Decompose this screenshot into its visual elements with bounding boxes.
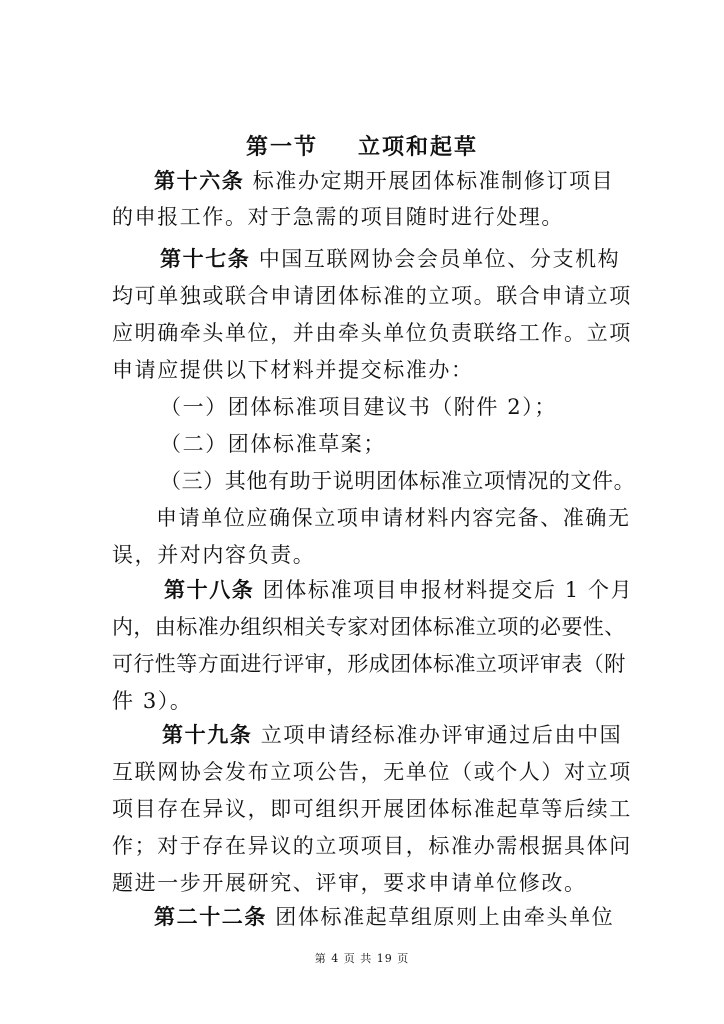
page-footer: 第 4 页 共 19 页 (314, 952, 410, 965)
article-16-line-1 (154, 166, 615, 196)
article-19-line-5: 题进一步开展研究、评审，要求申请单位修改。 (112, 871, 587, 895)
article-17-label: 第十七条 (160, 246, 251, 271)
article-18-line-2: 内，由标准办组织相关专家对团体标准立项的必要性、 (112, 615, 626, 639)
article-19-line-1 (162, 720, 623, 750)
article-20-line-1 (154, 902, 614, 932)
article-19-line-3: 项目存在异议，即可组织开展团体标准起草等后续工 (112, 797, 632, 821)
article-17-item-3: （三）其他有助于说明团体标准立项情况的文件。 (160, 469, 636, 493)
article-19-text: 立项申请经标准办评审通过后由中国 (260, 723, 623, 747)
article-18-line-1 (164, 575, 634, 605)
article-17-note-line-1: 申请单位应确保立项申请材料内容完备、准确无 (156, 506, 631, 530)
article-16-text: 标准办定期开展团体标准制修订项目 (252, 169, 615, 193)
section-number: 第一节 (245, 134, 318, 160)
article-20-text: 团体标准起草组原则上由牵头单位 (275, 905, 615, 929)
article-18-line-3: 可行性等方面进行评审，形成团体标准立项评审表（附 (112, 652, 626, 676)
section-heading: 立项和起草 (358, 134, 479, 160)
article-17-line-2: 均可单独或联合申请团体标准的立项。联合申请立项 (112, 284, 632, 308)
article-19-line-2: 互联网协会发布立项公告，无单位（或个人）对立项 (112, 760, 632, 784)
article-19-line-4: 作；对于存在异议的立项项目，标准办需根据具体问 (112, 834, 632, 858)
article-20-label: 第二十二条 (154, 904, 267, 929)
article-16-line-2: 的申报工作。对于急需的项目随时进行处理。 (112, 205, 564, 229)
article-17-line-4: 申请应提供以下材料并提交标准办： (112, 358, 474, 382)
article-17-line-3: 应明确牵头单位，并由牵头单位负责联络工作。立项 (112, 321, 632, 345)
article-17-line-1 (160, 244, 621, 274)
article-17-item-2: （二）团体标准草案； (160, 432, 386, 456)
article-16-label: 第十六条 (154, 168, 245, 193)
article-17-item-1: （一）团体标准项目建议书（附件 2）； (160, 395, 557, 419)
article-19-label: 第十九条 (162, 722, 253, 747)
article-18-line-4: 件 3）。 (112, 689, 193, 713)
article-17-note-line-2: 误，并对内容负责。 (112, 543, 316, 567)
section-title (0, 130, 724, 161)
article-18-text: 团体标准项目申报材料提交后 1 个月 (262, 578, 634, 602)
article-17-text: 中国互联网协会会员单位、分支机构 (258, 247, 621, 271)
article-18-label: 第十八条 (164, 577, 255, 602)
